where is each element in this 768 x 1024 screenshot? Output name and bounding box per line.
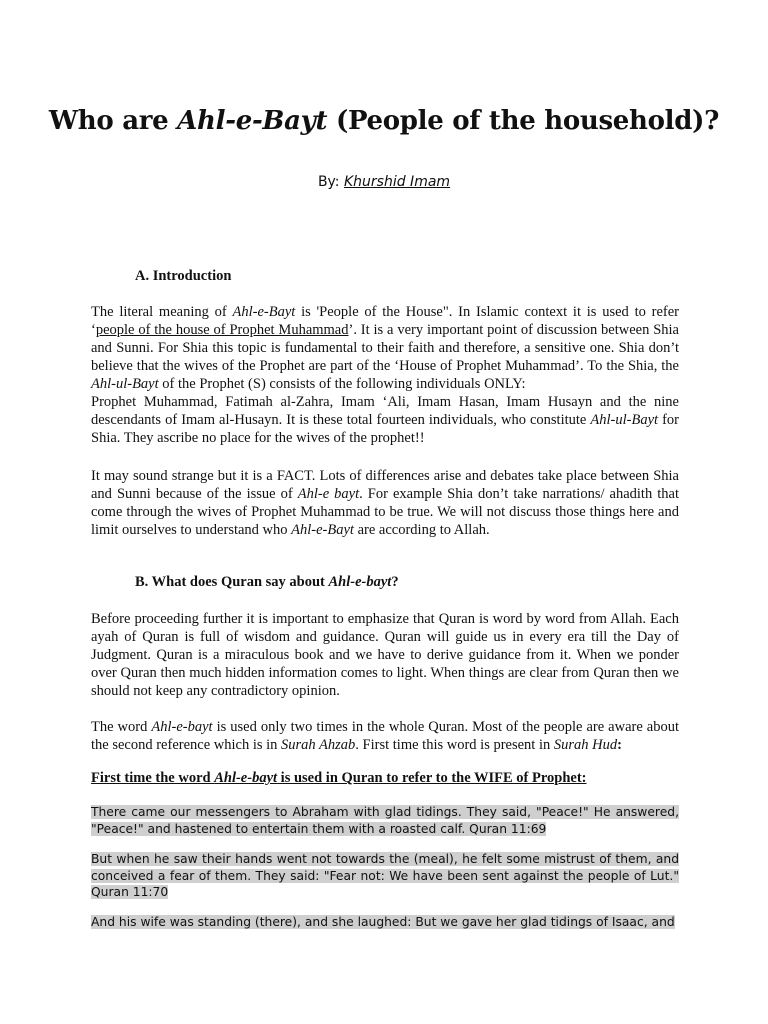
highlighted-quote: But when he saw their hands went not towards the (meal), he felt some mistrust of them, and conceived a fear of them. They said: "Fear not: We have been sent against the people of Lut." Quran 11:70: [91, 852, 679, 899]
title-text: Who are: [48, 106, 178, 136]
text: is used in Quran to refer to the WIFE of Prophet:: [277, 770, 587, 786]
text: are according to Allah.: [353, 522, 490, 538]
text: ’. It is a very important point of discussion between Shia and Sunni. For Shia this topic is fundamental to their faith and therefore, a sensitive one. Shia don’t believe that the wives of the Prophet are part of the ‘House of Prophet Muhammad’. To the Shia, the: [91, 322, 679, 374]
intro-paragraph-1: [91, 303, 679, 447]
italic-term: Ahl-e-Bayt: [291, 522, 354, 538]
text: The literal meaning of: [91, 304, 233, 320]
italic-term: Ahl-e-Bayt: [232, 304, 296, 320]
quran-paragraph-1: Before proceeding further it is important to emphasize that Quran is word by word from Allah. Each ayah of Quran is full of wisdom and guidance. Quran will guide us in every era till the Day of Judgment. Quran is a miraculous book and we have to derive guidance from it. When we ponder over Quran then much hidden information comes to light. When things are clear from Quran then we should not keep any contradictory opinion.: [91, 611, 679, 699]
text: is 'People of the House". In Islamic context it is used to refer ‘: [91, 304, 679, 338]
italic-term: Ahl-e bayt: [297, 486, 360, 502]
italic-term: Surah Ahzab: [281, 737, 356, 753]
highlighted-quote: And his wife was standing (there), and she laughed: But we gave her glad tidings of Isaac, and: [91, 915, 675, 929]
quran-quote-11-71: [91, 914, 679, 931]
text: The word: [91, 719, 152, 735]
quran-quote-11-69: [91, 804, 679, 837]
italic-term: Ahl-ul-Bayt: [590, 412, 659, 428]
text: First time the word: [91, 770, 215, 786]
author-link[interactable]: Khurshid Imam: [343, 174, 451, 190]
highlighted-quote: There came our messengers to Abraham with glad tidings. They said, "Peace!" He answered, "Peace!" and hastened to entertain them with a roasted calf. Quran 11:69: [91, 805, 679, 836]
section-a-heading: A. Introduction: [135, 268, 232, 284]
text: :: [617, 737, 622, 753]
text: for Shia. They ascribe no place for the wives of the prophet!!: [91, 412, 679, 446]
italic-term: Ahl-e-bayt: [151, 719, 213, 735]
italic-term: Ahl-ul-Bayt: [91, 376, 159, 392]
intro-paragraph-2: [91, 467, 679, 539]
wife-subheading: [91, 770, 587, 787]
byline-label: By:: [317, 174, 344, 190]
text: . For example Shia don’t take narrations/ ahadith that come through the wives of Prophet Muhammad to be true. We will not discuss those things here and limit ourselves to understand who: [91, 486, 679, 538]
section-b-heading: [135, 574, 399, 591]
underlined-phrase: people of the house of Prophet Muhammad: [95, 322, 349, 338]
text: . First time this word is present in: [355, 737, 554, 753]
text: ?: [391, 574, 399, 590]
title-italic: Ahl-e-Bayt: [177, 106, 328, 136]
title-text-end: (People of the household)?: [327, 106, 720, 136]
quran-quote-11-70: [91, 851, 679, 901]
text: B. What does Quran say about: [135, 574, 329, 590]
italic-term: Ahl-e-bayt: [328, 574, 392, 590]
text: Prophet Muhammad, Fatimah al-Zahra, Imam ‘Ali, Imam Hasan, Imam Husayn and the nine descendants of Imam al-Husayn. It is these total fourteen individuals, who constitute: [91, 394, 679, 428]
italic-term: Surah Hud: [553, 737, 618, 753]
page-title: [0, 106, 768, 136]
italic-term: Ahl-e-bayt: [214, 770, 278, 786]
text: is used only two times in the whole Quran. Most of the people are aware about the second reference which is in: [91, 719, 680, 753]
text: of the Prophet (S) consists of the following individuals ONLY:: [158, 376, 526, 392]
text: It may sound strange but it is a FACT. Lots of differences arise and debates take place between Shia and Sunni because of the issue of: [91, 468, 679, 502]
byline: [0, 174, 768, 190]
quran-paragraph-2: [91, 718, 679, 754]
